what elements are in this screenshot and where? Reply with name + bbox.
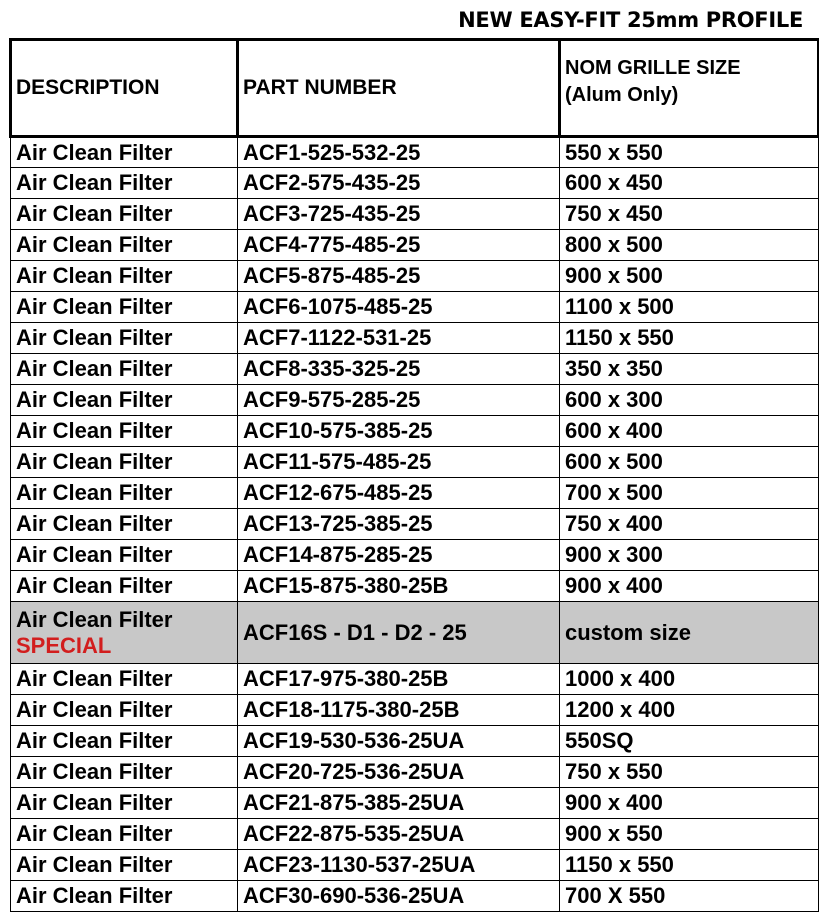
cell-grille-size: 900 x 300	[560, 540, 819, 571]
cell-grille-size: 700 x 500	[560, 478, 819, 509]
table-row	[11, 695, 819, 726]
cell-part-number: ACF7-1122-531-25	[238, 323, 560, 354]
cell-description: Air Clean Filter	[11, 757, 238, 788]
table-row	[11, 478, 819, 509]
cell-part-number: ACF23-1130-537-25UA	[238, 850, 560, 881]
cell-description: Air Clean Filter	[11, 850, 238, 881]
cell-grille-size: 1150 x 550	[560, 850, 819, 881]
table-row	[11, 788, 819, 819]
table-row	[11, 881, 819, 912]
cell-part-number: ACF12-675-485-25	[238, 478, 560, 509]
cell-grille-size: 750 x 400	[560, 509, 819, 540]
cell-part-number: ACF21-875-385-25UA	[238, 788, 560, 819]
cell-description: Air Clean Filter	[11, 695, 238, 726]
table-row	[11, 819, 819, 850]
cell-part-number: ACF9-575-285-25	[238, 385, 560, 416]
cell-description-text: Air Clean Filter	[16, 606, 173, 632]
table-row	[11, 664, 819, 695]
table-row	[11, 354, 819, 385]
cell-part-number: ACF15-875-380-25B	[238, 571, 560, 602]
cell-description: Air Clean Filter	[11, 509, 238, 540]
header-description: DESCRIPTION	[11, 40, 238, 137]
table-row	[11, 385, 819, 416]
cell-description: Air Clean Filter	[11, 292, 238, 323]
cell-part-number: ACF19-530-536-25UA	[238, 726, 560, 757]
cell-part-number: ACF5-875-485-25	[238, 261, 560, 292]
cell-description: Air Clean Filter	[11, 323, 238, 354]
cell-description: Air Clean Filter	[11, 881, 238, 912]
cell-description: Air Clean Filter	[11, 416, 238, 447]
filter-table	[9, 38, 819, 912]
table-row	[11, 323, 819, 354]
header-grille-size-line2: (Alum Only)	[565, 84, 679, 106]
cell-part-number: ACF13-725-385-25	[238, 509, 560, 540]
header-grille-size	[560, 40, 819, 137]
cell-description: Air Clean Filter	[11, 199, 238, 230]
table-row	[11, 540, 819, 571]
cell-description: Air Clean Filter	[11, 261, 238, 292]
table-body	[11, 137, 819, 912]
cell-grille-size: 600 x 450	[560, 168, 819, 199]
cell-part-number: ACF4-775-485-25	[238, 230, 560, 261]
cell-grille-size: 350 x 350	[560, 354, 819, 385]
cell-grille-size: 600 x 300	[560, 385, 819, 416]
cell-grille-size: 900 x 550	[560, 819, 819, 850]
cell-grille-size: 600 x 500	[560, 447, 819, 478]
table-row	[11, 416, 819, 447]
cell-part-number: ACF17-975-380-25B	[238, 664, 560, 695]
cell-part-number: ACF20-725-536-25UA	[238, 757, 560, 788]
header-row	[11, 40, 819, 137]
table-row	[11, 292, 819, 323]
cell-description: Air Clean Filter	[11, 788, 238, 819]
table-row	[11, 571, 819, 602]
header-grille-size-line1: NOM GRILLE SIZE	[565, 57, 741, 79]
table-row	[11, 137, 819, 168]
cell-part-number: ACF8-335-325-25	[238, 354, 560, 385]
cell-grille-size: 750 x 450	[560, 199, 819, 230]
cell-description: Air Clean Filter	[11, 385, 238, 416]
cell-description: Air Clean Filter	[11, 354, 238, 385]
table-row	[11, 509, 819, 540]
cell-grille-size: custom size	[560, 602, 819, 664]
cell-grille-size: 900 x 400	[560, 788, 819, 819]
cell-grille-size: 1200 x 400	[560, 695, 819, 726]
cell-description	[11, 602, 238, 664]
cell-part-number: ACF18-1175-380-25B	[238, 695, 560, 726]
cell-grille-size: 550 x 550	[560, 137, 819, 168]
cell-grille-size: 800 x 500	[560, 230, 819, 261]
cell-grille-size: 900 x 500	[560, 261, 819, 292]
cell-part-number: ACF3-725-435-25	[238, 199, 560, 230]
cell-grille-size: 600 x 400	[560, 416, 819, 447]
cell-description: Air Clean Filter	[11, 137, 238, 168]
cell-part-number: ACF30-690-536-25UA	[238, 881, 560, 912]
cell-part-number: ACF14-875-285-25	[238, 540, 560, 571]
cell-description: Air Clean Filter	[11, 540, 238, 571]
cell-description: Air Clean Filter	[11, 230, 238, 261]
table-row	[11, 757, 819, 788]
cell-part-number: ACF1-525-532-25	[238, 137, 560, 168]
table-row	[11, 261, 819, 292]
cell-part-number: ACF16S - D1 - D2 - 25	[238, 602, 560, 664]
table-row	[11, 726, 819, 757]
cell-grille-size: 1150 x 550	[560, 323, 819, 354]
cell-grille-size: 1000 x 400	[560, 664, 819, 695]
cell-description: Air Clean Filter	[11, 571, 238, 602]
document-title: NEW EASY-FIT 25mm PROFILE	[458, 8, 803, 32]
header-part-number: PART NUMBER	[238, 40, 560, 137]
cell-grille-size: 750 x 550	[560, 757, 819, 788]
special-label: SPECIAL	[16, 632, 112, 658]
table-row-special	[11, 602, 819, 664]
cell-grille-size: 550SQ	[560, 726, 819, 757]
table-row	[11, 850, 819, 881]
cell-part-number: ACF6-1075-485-25	[238, 292, 560, 323]
table-row	[11, 447, 819, 478]
table-header	[11, 40, 819, 137]
cell-part-number: ACF11-575-485-25	[238, 447, 560, 478]
cell-part-number: ACF2-575-435-25	[238, 168, 560, 199]
table-row	[11, 168, 819, 199]
cell-description: Air Clean Filter	[11, 478, 238, 509]
cell-grille-size: 1100 x 500	[560, 292, 819, 323]
cell-grille-size: 900 x 400	[560, 571, 819, 602]
cell-description: Air Clean Filter	[11, 726, 238, 757]
cell-part-number: ACF22-875-535-25UA	[238, 819, 560, 850]
cell-description: Air Clean Filter	[11, 447, 238, 478]
cell-grille-size: 700 X 550	[560, 881, 819, 912]
cell-description: Air Clean Filter	[11, 168, 238, 199]
table-row	[11, 230, 819, 261]
cell-description: Air Clean Filter	[11, 664, 238, 695]
cell-description: Air Clean Filter	[11, 819, 238, 850]
table-row	[11, 199, 819, 230]
cell-part-number: ACF10-575-385-25	[238, 416, 560, 447]
